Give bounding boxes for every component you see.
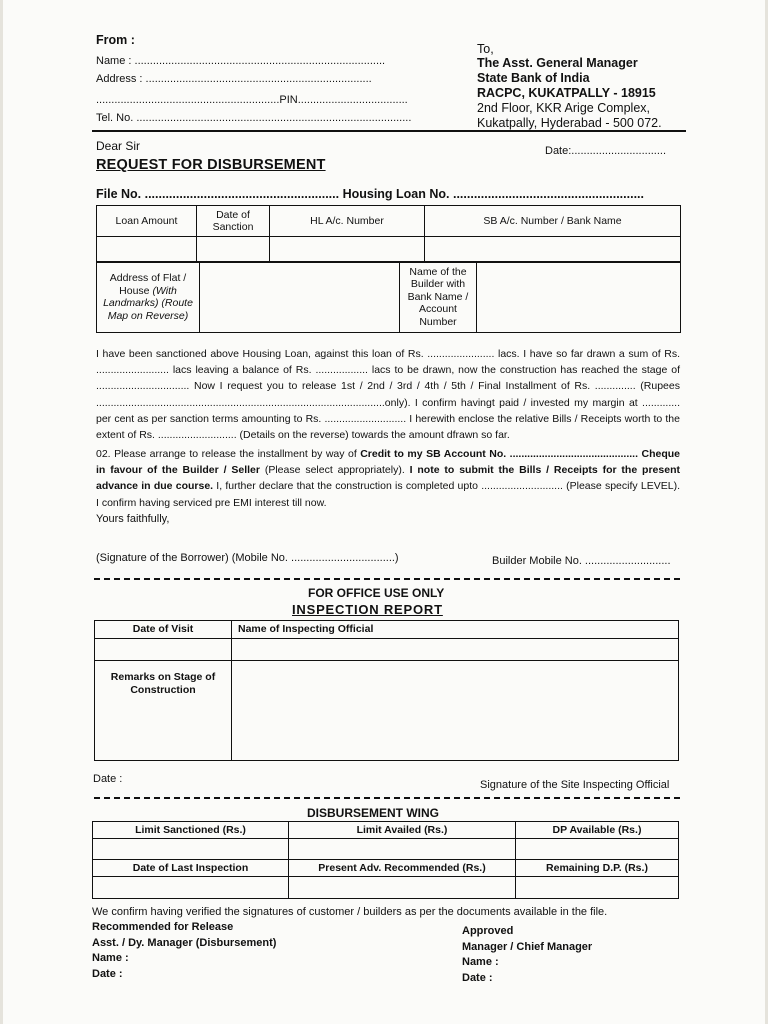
present-adv-cell[interactable]: [289, 877, 516, 899]
builder-details-header: Name of the Builder with Bank Name / Account Number: [400, 262, 477, 333]
recommending-block: [92, 920, 276, 982]
remaining-dp-header: Remaining D.P. (Rs.): [516, 860, 679, 877]
inspecting-official-cell[interactable]: [232, 639, 679, 661]
hl-account-cell[interactable]: [270, 237, 425, 263]
inspection-table: [94, 620, 679, 761]
p2-intro: 02. Please arrange to release the installment by way of: [96, 448, 361, 460]
office-use-heading: FOR OFFICE USE ONLY: [308, 586, 445, 600]
date-of-visit-header: Date of Visit: [95, 621, 232, 639]
verification-statement: We confirm having verified the signatures of customer / builders as per the documents available in the file.: [92, 906, 608, 918]
p2-declaration: I, further declare that the construction is completed upto ............................ (Please specify LEVEL). I confirm having serviced pre EMI interest till now.: [96, 480, 680, 509]
from-name-field[interactable]: Name : ..................................................................................: [96, 55, 386, 67]
table-row: [97, 206, 681, 237]
approver-name-field[interactable]: Name :: [462, 956, 499, 968]
date-field[interactable]: Date:...............................: [545, 145, 667, 157]
loan-details-table: [96, 205, 681, 263]
borrower-signature-line[interactable]: (Signature of the Borrower) (Mobile No. ..................................): [96, 552, 399, 564]
last-inspection-cell[interactable]: [93, 877, 289, 899]
table-row: [97, 237, 681, 263]
file-loan-numbers-line[interactable]: File No. ........................................................ Housing Loan No. .......................................................: [96, 187, 644, 201]
approver-date-field[interactable]: Date :: [462, 971, 493, 984]
table-row: [93, 822, 679, 839]
request-paragraph: [96, 346, 680, 443]
inspecting-official-header: Name of Inspecting Official: [232, 621, 679, 639]
table-row: [95, 621, 679, 639]
form-title: REQUEST FOR DISBURSEMENT: [96, 157, 326, 173]
address-label: Address of Flat / House: [109, 272, 187, 297]
recommender-name-field[interactable]: Name :: [92, 952, 129, 964]
remaining-dp-cell[interactable]: [516, 877, 679, 899]
from-label: From :: [96, 33, 135, 47]
disbursement-wing-heading: DISBURSEMENT WING: [307, 806, 439, 820]
address-of-flat-cell[interactable]: [200, 262, 400, 333]
p2-payment-options: Credit to my SB Account No. ............................................ Cheque in favour of the Builder / Seller: [96, 448, 680, 477]
dp-available-cell[interactable]: [516, 839, 679, 860]
table-row: [95, 639, 679, 661]
property-builder-table: [96, 261, 681, 333]
paragraph-1: I have been sanctioned above Housing Loan, against this loan of Rs. ....................... lacs. I have so far drawn a sum of Rs. ......................... lacs leaving a balance of Rs. .................. lacs to be drawn, now the construction has reached the stage of ................................ Now I request you to release 1st / 2nd / 3rd / 4th / 5th / Final Installment of Rs. .............. (Rupees ...................................................................................................only). I confirm havingt paid / invested my margin at ............. per cent as per sanction terms amounting to Rs. ............................ I herewith enclose the relative Bills / Receipts worth to the extent of Rs. ........................... (Details on the reverse) towards the amount dfrawn so far.: [96, 348, 680, 442]
cut-line-2: [94, 797, 680, 799]
cut-line-1: [94, 578, 680, 580]
limit-availed-header: Limit Availed (Rs.): [289, 822, 516, 839]
table-row: [93, 839, 679, 860]
table-row: [95, 661, 679, 761]
recommender-date-field[interactable]: Date :: [92, 967, 123, 980]
paragraph-2: [96, 446, 680, 511]
site-inspector-signature[interactable]: Signature of the Site Inspecting Official: [480, 779, 670, 791]
pin-leading-dots: ............................................................: [96, 94, 280, 106]
asst-manager-label: Asst. / Dy. Manager (Disbursement): [92, 936, 277, 949]
to-address-2: Kukatpally, Hyderabad - 500 072.: [477, 116, 662, 130]
sb-account-header: SB A/c. Number / Bank Name: [425, 206, 681, 237]
builder-mobile-field[interactable]: Builder Mobile No. ............................: [492, 555, 671, 567]
approving-block: [462, 924, 592, 986]
p2-select-note: (Please select appropriately).: [259, 464, 410, 477]
limit-sanctioned-cell[interactable]: [93, 839, 289, 860]
to-line-1: To,: [477, 42, 494, 56]
table-row: [93, 860, 679, 877]
dp-available-header: DP Available (Rs.): [516, 822, 679, 839]
to-bank: State Bank of India: [477, 71, 590, 85]
builder-details-cell[interactable]: [477, 262, 681, 333]
header-rule: [92, 130, 686, 132]
salutation: Dear Sir: [96, 139, 141, 153]
limit-availed-cell[interactable]: [289, 839, 516, 860]
last-inspection-header: Date of Last Inspection: [93, 860, 289, 877]
address-landmarks-note: (With Landmarks) (Route Map on Reverse): [103, 284, 193, 322]
date-of-sanction-cell[interactable]: [197, 237, 270, 263]
date-of-visit-cell[interactable]: [95, 639, 232, 661]
present-adv-header: Present Adv. Recommended (Rs.): [289, 860, 516, 877]
inspection-report-heading: INSPECTION REPORT: [292, 602, 443, 617]
to-designation: The Asst. General Manager: [477, 56, 638, 70]
to-address-1: 2nd Floor, KKR Arige Complex,: [477, 101, 650, 115]
date-of-sanction-header: Date of Sanction: [197, 206, 270, 237]
loan-amount-cell[interactable]: [97, 237, 197, 263]
recommended-label: Recommended for Release: [92, 921, 234, 933]
table-row: [97, 262, 681, 333]
table-row: [93, 877, 679, 899]
remarks-cell[interactable]: [232, 661, 679, 761]
to-racpc: RACPC, KUKATPALLY - 18915: [477, 86, 656, 100]
from-address-field[interactable]: Address : ..........................................................................: [96, 73, 372, 85]
remarks-header: Remarks on Stage of Construction: [95, 661, 232, 761]
pin-label: PIN: [279, 94, 298, 106]
installment-paragraph: [96, 446, 680, 511]
closing: Yours faithfully,: [96, 513, 170, 525]
p2-bills-note: I note to submit the Bills / Receipts for the present advance in due course.: [96, 464, 680, 493]
hl-account-header: HL A/c. Number: [270, 206, 425, 237]
manager-label: Manager / Chief Manager: [462, 940, 593, 953]
approved-label: Approved: [462, 925, 514, 937]
from-pin-field[interactable]: [96, 94, 408, 106]
from-tel-field[interactable]: Tel. No. ..........................................................................................: [96, 112, 412, 124]
pin-trailing-dots: ....................................: [297, 94, 408, 106]
office-date-field[interactable]: Date :: [93, 773, 123, 785]
scan-edge-left: [0, 0, 3, 1024]
loan-amount-header: Loan Amount: [97, 206, 197, 237]
disbursement-table: [92, 821, 679, 899]
limit-sanctioned-header: Limit Sanctioned (Rs.): [93, 822, 289, 839]
sb-account-cell[interactable]: [425, 237, 681, 263]
address-of-flat-header: [97, 262, 200, 333]
